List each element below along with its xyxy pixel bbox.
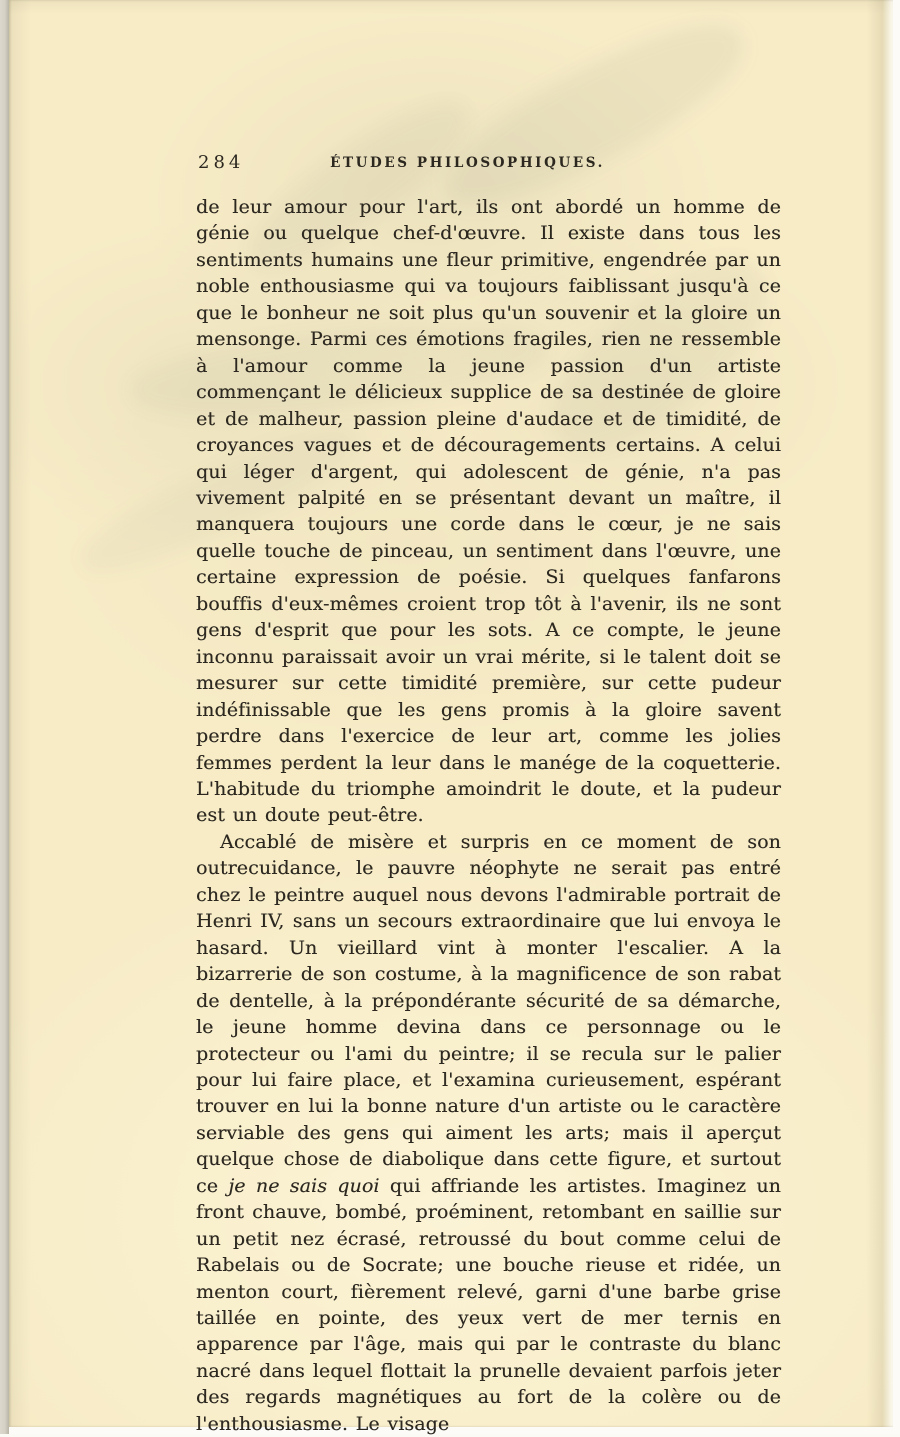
running-header: ÉTUDES PHILOSOPHIQUES. <box>330 155 605 171</box>
scanner-edge <box>0 0 9 1434</box>
paragraph-2-text: Accablé de misère et surpris en ce moment de son outrecuidance, le pauvre néophyte ne serait pas entré chez le peintre auquel nous devons l'admirable portrait de Henri IV, sans un secours extraordinaire que lui envoya le hasard. Un vieillard vint à monter l'escalier. A la bizarrerie de son costume, à la magnificence de son rabat de dentelle, à la prépondérante sécurité de sa démarche, le jeune homme devina dans ce personnage ou le protecteur ou l'ami du peintre; il se recula sur le palier pour lui faire place, et l'examina curieusement, espérant trouver en lui la bonne nature d'un artiste ou le caractère serviable des gens qui aiment les arts; mais il aperçut quelque chose de diabolique dans cette figure, et surtout ce <box>196 830 781 1197</box>
book-page-paper <box>9 0 893 1435</box>
page-number: 284 <box>198 152 245 173</box>
page-content <box>196 150 781 1437</box>
paragraph-1: de leur amour pour l'art, ils ont abordé un homme de génie ou quelque chef-d'œuvre. Il existe dans tous les sentiments humains une fleur primitive, engendrée par un noble enthousiasme qui va toujours faiblissant jusqu'à ce que le bonheur ne soit plus qu'un souvenir et la gloire un mensonge. Parmi ces émotions fragiles, rien ne ressemble à l'amour comme la jeune passion d'un artiste commençant le délicieux supplice de sa destinée de gloire et de malheur, passion pleine d'audace et de timidité, de croyances vagues et de découragements certains. A celui qui léger d'argent, qui adolescent de génie, n'a pas vivement palpité en se présentant devant un maître, il manquera toujours une corde dans le cœur, je ne sais quelle touche de pinceau, un sentiment dans l'œuvre, une certaine expression de poésie. Si quelques fanfarons bouffis d'eux-mêmes croient trop tôt à l'avenir, ils ne sont gens d'esprit que pour les sots. A ce compte, le jeune inconnu paraissait avoir un vrai mérite, si le talent doit se mesurer sur cette timidité première, sur cette pudeur indéfinissable que les gens promis à la gloire savent perdre dans l'exercice de leur art, comme les jolies femmes perdent la leur dans le manége de la coquetterie. L'habitude du triomphe amoindrit le doute, et la pudeur est un doute peut-être. <box>196 196 781 827</box>
page-body <box>196 194 781 1437</box>
page-header <box>196 150 781 182</box>
paragraph-2 <box>196 829 781 1437</box>
paragraph-2-text-continued: qui affriande les artistes. Imaginez un front chauve, bombé, proéminent, retombant en saillie sur un petit nez écrasé, retroussé du bout comme celui de Rabelais ou de Socrate; une bouche rieuse et ridée, un menton court, fièrement relevé, garni d'une barbe grise taillée en pointe, des yeux vert de mer ternis en apparence par l'âge, mais qui par le contraste du blanc nacré dans lequel flottait la prunelle devaient parfois jeter des regards magnétiques au fort de la colère ou de l'enthousiasme. Le visage <box>196 1174 781 1435</box>
paragraph-2-italic-phrase: je ne sais quoi <box>228 1174 380 1197</box>
